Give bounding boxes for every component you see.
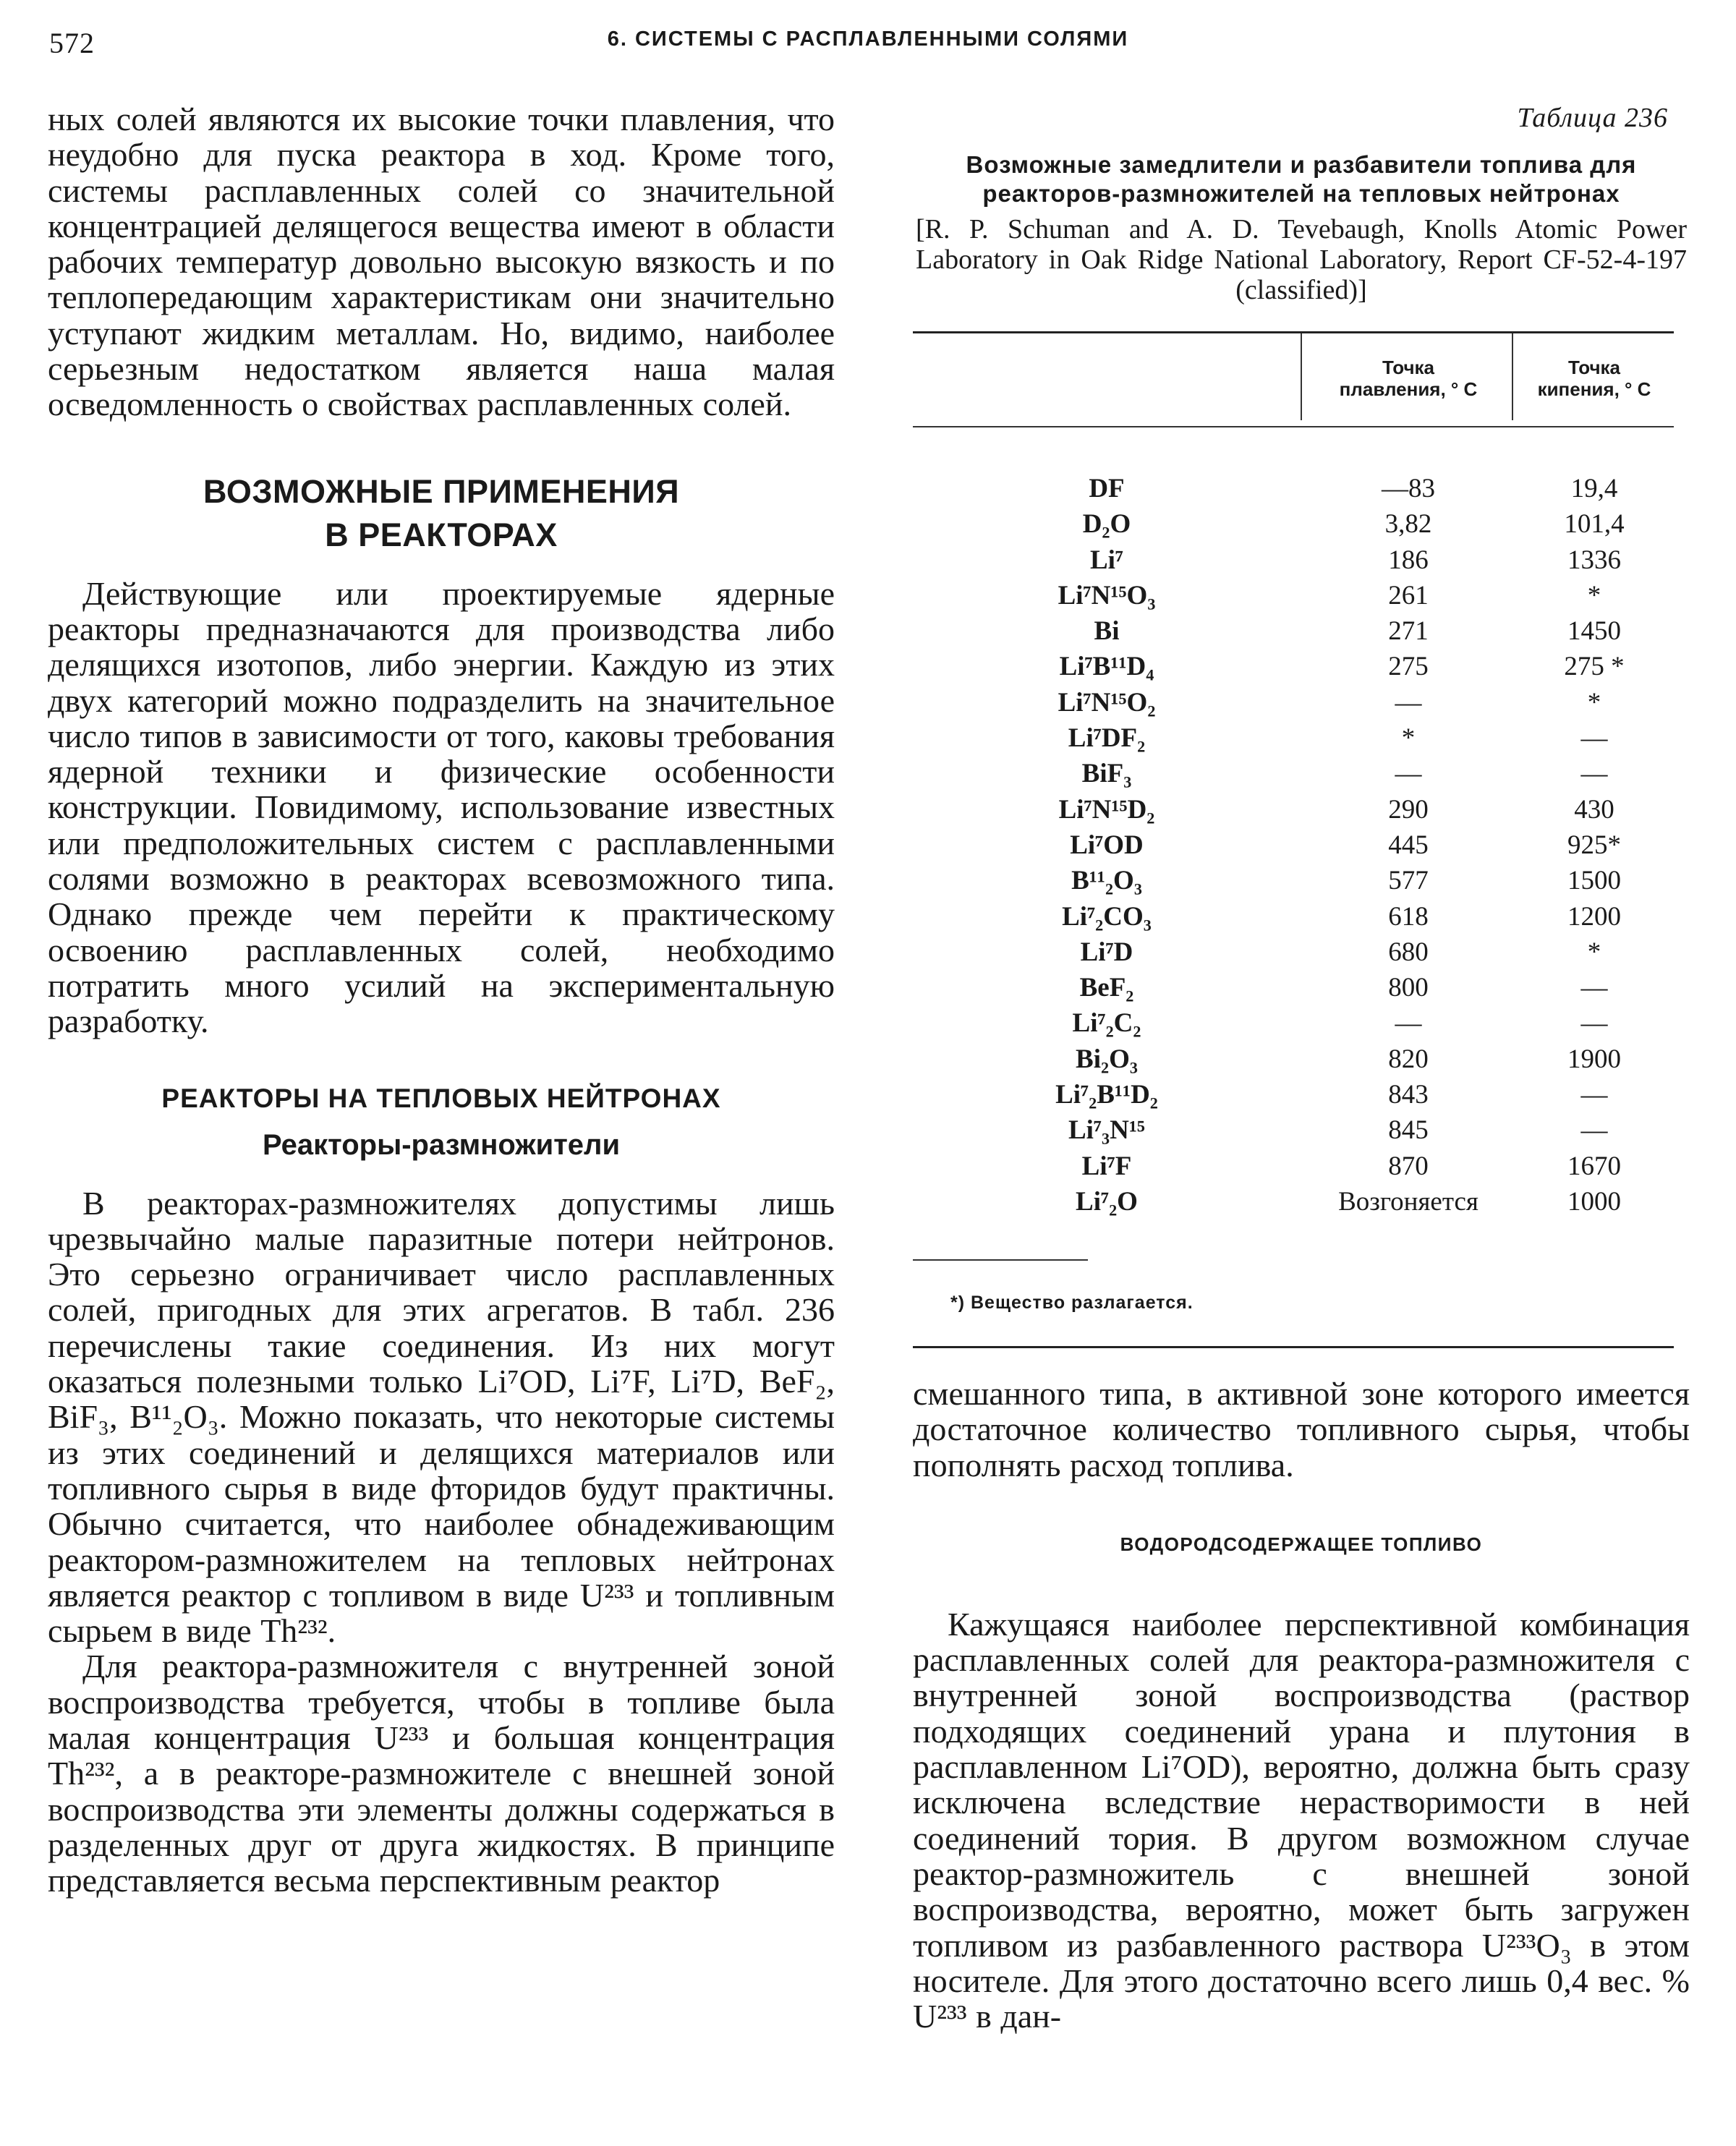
boiling-cell: 101,4 <box>1564 509 1625 540</box>
section-title <box>48 470 835 557</box>
table-row <box>913 471 1674 506</box>
compound-6: B¹¹₂O₃ <box>129 1398 219 1436</box>
compound-cell: Li⁷₂B¹¹D₂ <box>1055 1080 1158 1110</box>
breeders-text-b: Можно показать, что некоторые системы из этих соединений и делящихся материалов или топливного сырья в виде фторидов будут практичны. Обычно считается, что наиболее обнадеживающим реактором-размножителем на тепловых нейтронах является реактор с топливом в виде U²³³ и топливным сырьем в виде Th²³². <box>48 1398 835 1650</box>
compound-3: Li⁷D <box>671 1363 736 1400</box>
boiling-cell: — <box>1580 723 1608 754</box>
table-row <box>913 649 1674 684</box>
boiling-cell: * <box>1587 580 1601 610</box>
melting-cell: 820 <box>1388 1044 1429 1074</box>
section-title-line2: В РЕАКТОРАХ <box>325 516 558 553</box>
boiling-cell: 1500 <box>1567 866 1621 896</box>
right-column <box>913 101 1690 2034</box>
melting-cell: 290 <box>1388 794 1429 825</box>
table-footnote: *) Вещество разлагается. <box>950 1293 1194 1313</box>
boiling-cell: 1670 <box>1567 1151 1621 1181</box>
melting-cell: 870 <box>1388 1151 1429 1181</box>
melting-cell: 186 <box>1388 545 1429 575</box>
compound-cell: Li⁷₂C₂ <box>1072 1008 1141 1039</box>
boiling-cell: 430 <box>1574 794 1614 825</box>
hydrogen-fuel-heading: ВОДОРОДСОДЕРЖАЩЕЕ ТОПЛИВО <box>1120 1533 1483 1555</box>
compound-cell: D₂O <box>1082 509 1131 540</box>
melting-cell: — <box>1395 759 1422 789</box>
table-row <box>913 1077 1674 1112</box>
table-row <box>913 578 1674 613</box>
boiling-cell: — <box>1580 1115 1608 1146</box>
boiling-cell: 1336 <box>1567 545 1621 575</box>
table-title: Возможные замедлители и разбавители топлива для реакторов-размножителей на тепловых нейтронах <box>966 151 1637 207</box>
column-divider <box>1301 333 1302 420</box>
compound-cell: Li⁷₃N¹⁵ <box>1068 1115 1146 1146</box>
paragraph-internal-zone: Для реактора-размножителя с внутренней зоной воспроизводства требуется, чтобы в топливе была малая концентрация U²³³ и большая концентрация Th²³², а в реакторе-размножителе с внешней зоной воспроизводства эти элементы должны содержаться в разделенных друг от друга жидкостях. В принципе представляется весьма перспективным реактор <box>48 1648 835 1899</box>
melting-cell: 618 <box>1388 901 1429 932</box>
compound-cell: Li⁷ <box>1089 545 1124 575</box>
column-header-boiling-line2: кипения, ° С <box>1537 378 1651 400</box>
melting-cell: Возгоняется <box>1338 1186 1478 1217</box>
table-row <box>913 685 1674 720</box>
breeders-text-a: В реакторах-размножителях допустимы лишь чрезвычайно малые паразитные потери нейтронов. Это серьезно ограничивает число расплавленных солей, пригодных для этих агрегатов. В табл. 236 перечислены такие соединения. Из них могут оказаться полезными только <box>48 1184 835 1400</box>
header-rule <box>913 426 1674 427</box>
paragraph-hydrogen-fuel: Кажущаяся наиболее перспективной комбинация расплавленных солей для реактора-размножителя с внутренней зоной воспроизводства (раствор подходящих соединений урана и плутония в расплавленном Li⁷OD), вероятно, должна быть сразу исключена вследствие нерастворимости в ней соединений тория. В другом возможном случае реактор-размножитель с внешней зоной воспроизводства, вероятно, может быть загружен топливом из разбавленного раствора U²³³O₃ в этом носителе. Для этого достаточно всего лишь 0,4 вес. % U²³³ в дан- <box>913 1605 1690 2035</box>
melting-cell: 3,82 <box>1384 509 1432 540</box>
boiling-cell: * <box>1587 937 1601 967</box>
table-row <box>913 1005 1674 1041</box>
compound-cell: Bi₂O₃ <box>1076 1044 1138 1074</box>
compound-cell: Li⁷N¹⁵O₂ <box>1058 687 1156 718</box>
compound-cell: Li⁷F <box>1081 1151 1132 1181</box>
boiling-cell: 1450 <box>1567 616 1621 647</box>
melting-cell: 577 <box>1388 866 1429 896</box>
compound-cell: Li⁷D <box>1080 937 1133 967</box>
table-row <box>913 1042 1674 1077</box>
running-header: 6. СИСТЕМЫ С РАСПЛАВЛЕННЫМИ СОЛЯМИ <box>607 27 1129 51</box>
melting-cell: — <box>1395 687 1422 718</box>
melting-cell: 275 <box>1388 652 1429 682</box>
column-header-melting <box>1303 357 1513 400</box>
boiling-cell: 275 * <box>1564 652 1625 682</box>
melting-cell: 445 <box>1388 830 1429 860</box>
subsubsection-title: Реакторы-размножители <box>262 1128 621 1161</box>
paragraph-mixed-type: смешанного типа, в активной зоне которого имеется достаточное количество топливного сырья, чтобы пополнять расход топлива. <box>913 1375 1690 1483</box>
subsection-title: РЕАКТОРЫ НА ТЕПЛОВЫХ НЕЙТРОНАХ <box>161 1083 721 1113</box>
compound-cell: B¹¹₂O₃ <box>1071 866 1142 896</box>
table-body <box>913 471 1674 1219</box>
compound-cell: Li⁷N¹⁵D₂ <box>1058 794 1155 825</box>
column-header-melting-line2: плавления, ° С <box>1339 378 1478 400</box>
table-row <box>913 1184 1674 1219</box>
melting-cell: * <box>1401 723 1416 754</box>
compound-cell: Li⁷OD <box>1070 830 1144 860</box>
column-header-boiling <box>1515 357 1674 400</box>
column-header-boiling-line1: Точка <box>1567 357 1621 378</box>
boiling-cell: — <box>1580 973 1608 1003</box>
melting-cell: 680 <box>1388 937 1429 967</box>
compound-cell: BeF₂ <box>1079 973 1134 1003</box>
paragraph-intro: ных солей являются их высокие точки плавления, что неудобно для пуска реактора в ход. Кроме того, системы расплавленных солей со значительной концентрацией делящегося вещества имеют в области рабочих температур довольно высокую вязкость и по теплопередающим характеристикам они значительно уступают жидким металлам. Но, видимо, наиболее серьезным недостатком является наша малая осведомленность о свойствах расплавленных солей. <box>48 101 835 423</box>
boiling-cell: — <box>1580 759 1608 789</box>
compound-4: BeF₂ <box>759 1363 827 1400</box>
compound-cell: Bi <box>1094 616 1120 647</box>
compound-cell: Li⁷₂CO₃ <box>1062 901 1152 932</box>
table-row <box>913 827 1674 863</box>
melting-cell: 271 <box>1388 616 1429 647</box>
melting-cell: 800 <box>1388 973 1429 1003</box>
table-row <box>913 899 1674 934</box>
table-row <box>913 1149 1674 1184</box>
table-row <box>913 792 1674 827</box>
compound-cell: Li⁷₂O <box>1076 1186 1138 1217</box>
compound-2: Li⁷F <box>590 1363 648 1400</box>
paragraph-applications: Действующие или проектируемые ядерные реакторы предназначаются для производства либо делящихся изотопов, либо энергии. Каждую из этих двух категорий можно подразделить на значительное число типов в зависимости от того, каковы требования ядерной техники и физические особенности конструкции. Повидимому, использование известных или предположительных систем с расплавленными солями возможно в реакторах всевозможного типа. Однако прежде чем перейти к практическому освоению расплавленных солей, необходимо потратить много усилий на экспериментальную разработку. <box>48 574 835 1040</box>
table-row <box>913 934 1674 970</box>
compound-5: BiF₃ <box>48 1398 110 1436</box>
melting-cell: 843 <box>1388 1080 1429 1110</box>
compound-cell: Li⁷B¹¹D₄ <box>1059 652 1154 682</box>
melting-cell: 261 <box>1388 580 1429 610</box>
table-row <box>913 863 1674 898</box>
column-header-melting-line1: Точка <box>1382 357 1435 378</box>
table-row <box>913 542 1674 578</box>
compound-cell: DF <box>1089 474 1125 503</box>
compound-cell: Li⁷DF₂ <box>1068 723 1146 754</box>
melting-cell: — <box>1395 1008 1422 1039</box>
table-label: Таблица 236 <box>1517 103 1668 133</box>
melting-cell: 845 <box>1388 1115 1429 1146</box>
table-row <box>913 613 1674 649</box>
left-column <box>48 101 835 1898</box>
footnote-rule <box>913 1259 1088 1261</box>
table-row <box>913 720 1674 756</box>
table-source: [R. P. Schuman and A. D. Tevebaugh, Knolls Atomic Power Laboratory in Oak Ridge National Laboratory, Report CF-52-4-197 (classified)] <box>916 214 1687 305</box>
boiling-cell: — <box>1580 1008 1608 1039</box>
table-row <box>913 756 1674 791</box>
data-table <box>913 331 1674 1348</box>
section-title-line1: ВОЗМОЖНЫЕ ПРИМЕНЕНИЯ <box>203 472 680 510</box>
table-row <box>913 970 1674 1005</box>
melting-cell: —83 <box>1382 474 1435 503</box>
paragraph-breeders: В реакторах-размножителях допустимы лишь чрезвычайно малые паразитные потери нейтронов. Это серьезно ограничивает число расплавленных солей, пригодных для этих агрегатов. В табл. 236 перечислены такие соединения. Из них могут оказаться полезными только Li⁷OD, Li⁷F, Li⁷D, BeF₂, BiF₃, B¹¹₂O₃. Можно показать, что некоторые системы из этих соединений и делящихся материалов или топливного сырья в виде фторидов будут практичны. Обычно считается, что наиболее обнадеживающим реактором-размножителем на тепловых нейтронах является реактор с топливом в виде U²³³ и топливным сырьем в виде Th²³². <box>48 1184 835 1650</box>
boiling-cell: 1200 <box>1567 901 1621 932</box>
boiling-cell: * <box>1587 687 1601 718</box>
compound-1: Li⁷OD <box>477 1363 568 1400</box>
boiling-cell: 19,4 <box>1570 474 1618 503</box>
boiling-cell: 925* <box>1567 830 1621 860</box>
compound-cell: BiF₃ <box>1081 759 1132 789</box>
page-number: 572 <box>49 27 95 59</box>
compound-cell: Li⁷N¹⁵O₃ <box>1058 580 1156 610</box>
boiling-cell: — <box>1580 1080 1608 1110</box>
boiling-cell: 1000 <box>1567 1186 1621 1217</box>
boiling-cell: 1900 <box>1567 1044 1621 1074</box>
table-row <box>913 506 1674 542</box>
table-row <box>913 1112 1674 1148</box>
